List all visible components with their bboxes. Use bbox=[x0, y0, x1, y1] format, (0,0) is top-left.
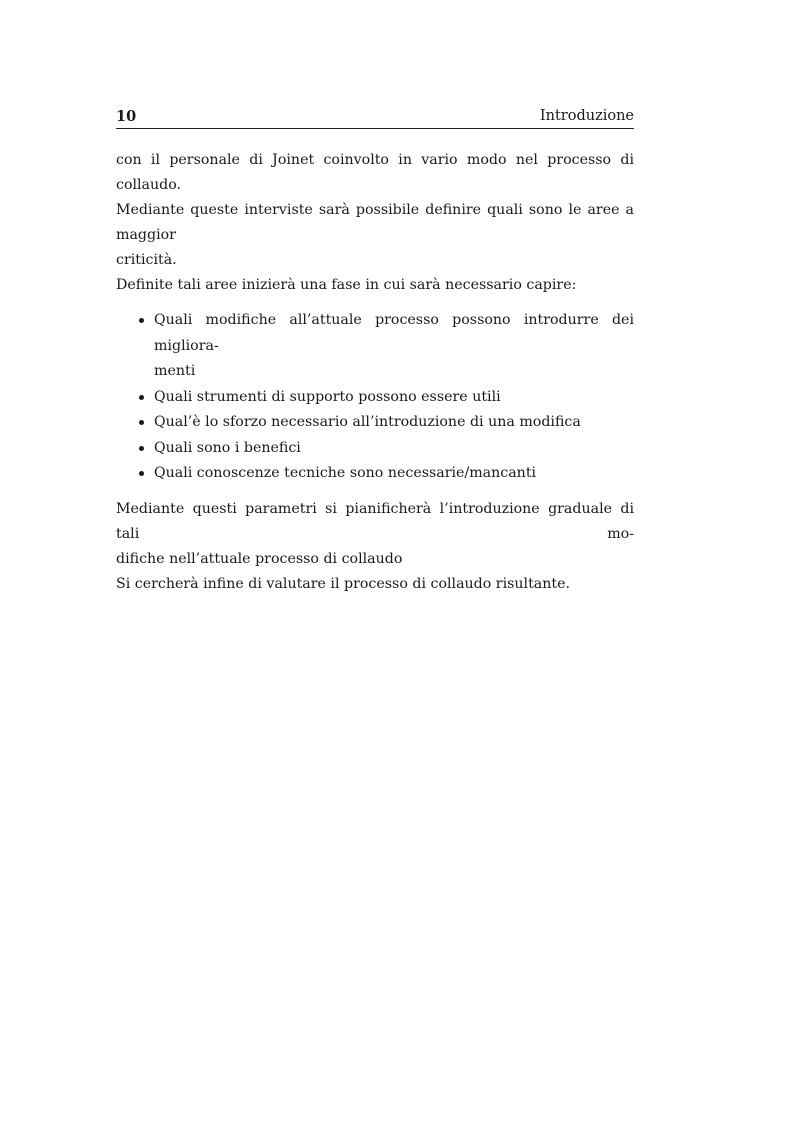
list-item-text: Quali modifiche all’attuale processo possono introdurre dei migliora- bbox=[154, 312, 634, 354]
page bbox=[116, 106, 634, 597]
list-item bbox=[154, 410, 634, 436]
paragraph-line: Definite tali aree inizierà una fase in cui sarà necessario capire: bbox=[116, 277, 577, 293]
page-number: 10 bbox=[116, 108, 137, 125]
list-item-text: Quali conoscenze tecniche sono necessarie/mancanti bbox=[154, 465, 537, 481]
paragraph-line: criticità. bbox=[116, 252, 177, 268]
list-item bbox=[154, 436, 634, 462]
bullet-icon bbox=[139, 446, 144, 451]
paragraph-line: difiche nell’attuale processo di collaudo bbox=[116, 550, 403, 567]
paragraph-line: Mediante queste interviste sarà possibile definire quali sono le aree a maggior bbox=[116, 202, 634, 243]
paragraph-line: con il personale di Joinet coinvolto in vario modo nel processo di collaudo. bbox=[116, 152, 634, 193]
list-item bbox=[154, 308, 634, 385]
paragraph-line: Si cercherà infine di valutare il processo di collaudo risultante. bbox=[116, 575, 570, 592]
list-item-text: Quali sono i benefici bbox=[154, 439, 301, 456]
list-item-text: Qual’è lo sforzo necessario all’introduzione di una modifica bbox=[154, 414, 581, 430]
chapter-title: Introduzione bbox=[539, 108, 634, 124]
list-item-text: Quali strumenti di supporto possono essere utili bbox=[154, 388, 501, 405]
bullet-icon bbox=[139, 318, 144, 323]
body-text bbox=[116, 148, 634, 597]
bullet-list bbox=[116, 308, 634, 487]
bullet-icon bbox=[139, 395, 144, 400]
bullet-icon bbox=[139, 420, 144, 425]
list-item bbox=[154, 461, 634, 487]
running-header bbox=[116, 106, 634, 129]
list-item-text: menti bbox=[154, 363, 196, 379]
paragraph-line: Mediante questi parametri si pianificherà l’introduzione graduale di tali mo- bbox=[116, 500, 634, 542]
bullet-icon bbox=[139, 471, 144, 476]
list-item bbox=[154, 385, 634, 411]
